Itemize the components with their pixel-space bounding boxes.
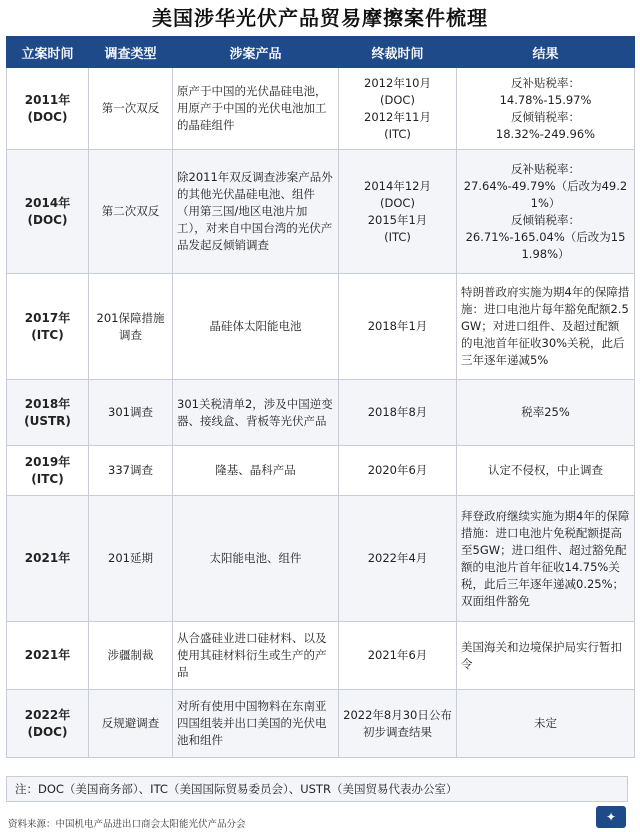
cell-final-time: 2022年4月 [339, 496, 457, 622]
trade-friction-table [6, 36, 635, 758]
data-source: 资料来源：中国机电产品进出口商会太阳能光伏产品分会 [8, 819, 246, 830]
cell-filing-time: 2014年 (DOC) [7, 150, 89, 274]
cell-type: 反规避调查 [89, 690, 173, 758]
cell-product: 除2011年双反调查涉案产品外的其他光伏晶硅电池、组件（用第三国/地区电池片加工），对来自中国台湾的光伏产品发起反倾销调查 [173, 150, 339, 274]
table-row [7, 622, 635, 690]
header-result: 结果 [457, 37, 635, 68]
abbreviation-note: 注：DOC（美国商务部）、ITC（美国国际贸易委员会）、USTR（美国贸易代表办公室） [6, 776, 628, 802]
publisher-logo-icon: ✦ [596, 806, 626, 828]
cell-result: 税率25% [457, 380, 635, 446]
page-title: 美国涉华光伏产品贸易摩擦案件梳理 [152, 6, 488, 30]
cell-filing-time: 2011年 (DOC) [7, 68, 89, 150]
cell-result: 特朗普政府实施为期4年的保障措施：进口电池片每年豁免配额2.5GW；对进口组件、及超过配额的电池首年征收30%关税，此后三年逐年递减5% [457, 274, 635, 380]
table-row [7, 690, 635, 758]
cell-type: 301调查 [89, 380, 173, 446]
cell-product: 晶硅体太阳能电池 [173, 274, 339, 380]
table-header-row [7, 37, 635, 68]
cell-final-time: 2021年6月 [339, 622, 457, 690]
cell-final-time: 2022年8月30日公布初步调查结果 [339, 690, 457, 758]
cell-type: 第二次双反 [89, 150, 173, 274]
cell-result: 认定不侵权，中止调查 [457, 446, 635, 496]
cell-result: 反补贴税率： 27.64%-49.79%（后改为49.21%） 反倾销税率： 26.71%-165.04%（后改为151.98%） [457, 150, 635, 274]
header-final-ruling-time: 终裁时间 [339, 37, 457, 68]
cell-product: 原产于中国的光伏晶硅电池，用原产于中国的光伏电池加工的晶硅组件 [173, 68, 339, 150]
table-row [7, 68, 635, 150]
cell-final-time: 2014年12月 (DOC) 2015年1月 (ITC) [339, 150, 457, 274]
cell-final-time: 2020年6月 [339, 446, 457, 496]
table-row [7, 150, 635, 274]
cell-type: 涉疆制裁 [89, 622, 173, 690]
cell-type: 201保障措施调查 [89, 274, 173, 380]
cell-filing-time: 2022年 (DOC) [7, 690, 89, 758]
cell-filing-time: 2017年 (ITC) [7, 274, 89, 380]
header-products: 涉案产品 [173, 37, 339, 68]
table-row [7, 446, 635, 496]
table-row [7, 274, 635, 380]
cell-final-time: 2012年10月 (DOC) 2012年11月 (ITC) [339, 68, 457, 150]
table-row [7, 380, 635, 446]
cell-product: 隆基、晶科产品 [173, 446, 339, 496]
cell-result: 未定 [457, 690, 635, 758]
cell-filing-time: 2019年 (ITC) [7, 446, 89, 496]
header-investigation-type: 调查类型 [89, 37, 173, 68]
cell-filing-time: 2018年 (USTR) [7, 380, 89, 446]
cell-filing-time: 2021年 [7, 496, 89, 622]
header-filing-time: 立案时间 [7, 37, 89, 68]
cell-result: 美国海关和边境保护局实行暂扣令 [457, 622, 635, 690]
cell-final-time: 2018年1月 [339, 274, 457, 380]
cell-result: 反补贴税率： 14.78%-15.97% 反倾销税率： 18.32%-249.96% [457, 68, 635, 150]
cell-type: 第一次双反 [89, 68, 173, 150]
cell-product: 对所有使用中国物料在东南亚四国组装并出口美国的光伏电池和组件 [173, 690, 339, 758]
cell-filing-time: 2021年 [7, 622, 89, 690]
cell-product: 太阳能电池、组件 [173, 496, 339, 622]
cell-type: 201延期 [89, 496, 173, 622]
table-row [7, 496, 635, 622]
cell-product: 301关税清单2，涉及中国逆变器、接线盒、背板等光伏产品 [173, 380, 339, 446]
cell-type: 337调查 [89, 446, 173, 496]
cell-product: 从合盛硅业进口硅材料、以及使用其硅材料衍生或生产的产品 [173, 622, 339, 690]
cell-result: 拜登政府继续实施为期4年的保障措施：进口电池片免税配额提高至5GW；进口组件、超过豁免配额的电池片首年征收14.75%关税，此后三年逐年递减0.25%；双面组件豁免 [457, 496, 635, 622]
cell-final-time: 2018年8月 [339, 380, 457, 446]
